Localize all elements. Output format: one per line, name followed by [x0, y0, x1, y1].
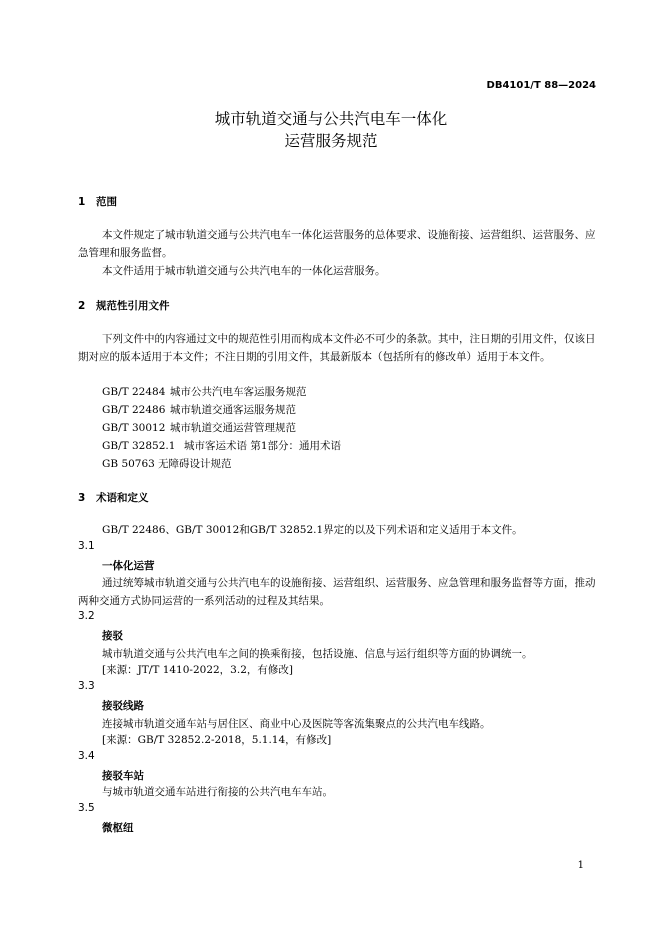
section-1-paragraph-2: 本文件适用于城市轨道交通与公共汽电车的一体化运营服务。: [102, 265, 386, 277]
reference-code: GB/T 22484: [102, 386, 166, 398]
section-2-paragraph-1: 下列文件中的内容通过文中的规范性引用而构成本文件必不可少的条款。其中，注日期的引用文件，仅该日期对应的版本适用于本文件；不注日期的引用文件，其最新版本（包括所有的修改单）适用于本文件。: [78, 333, 596, 363]
section-number: 1: [78, 196, 86, 208]
term-name: 微枢纽: [102, 822, 134, 834]
title-line-1: 城市轨道交通与公共汽电车一体化: [214, 110, 448, 128]
reference-item: [102, 402, 296, 417]
reference-code: GB/T 22486: [102, 404, 166, 416]
document-id: DB4101/T 88—2024: [486, 80, 596, 91]
section-number: 2: [78, 300, 86, 312]
term-definition: 连接城市轨道交通车站与居住区、商业中心及医院等客流集聚点的公共汽电车线路。: [102, 718, 491, 730]
term-definition: 城市轨道交通与公共汽电车之间的换乘衔接，包括设施、信息与运行组织等方面的协调统一。: [102, 648, 533, 660]
term-name: 接驳车站: [102, 770, 144, 782]
term-number: 3.5: [78, 802, 95, 814]
reference-code: GB/T 30012: [102, 422, 166, 434]
term-name: 一体化运营: [102, 560, 155, 572]
section-3-heading: [78, 490, 149, 505]
term-number: 3.3: [78, 680, 95, 692]
reference-code: GB 50763: [102, 458, 155, 470]
reference-title: 无障碍设计规范: [158, 458, 232, 470]
reference-title: 城市轨道交通运营管理规范: [170, 422, 296, 434]
term-name: 接驳: [102, 630, 123, 642]
section-title: 范围: [96, 196, 117, 208]
page-number: 1: [577, 860, 584, 871]
reference-title: 城市轨道交通客运服务规范: [170, 404, 296, 416]
section-title: 规范性引用文件: [96, 300, 170, 312]
reference-code: GB/T 32852.1: [102, 440, 176, 452]
section-1-heading: [78, 194, 117, 209]
reference-title: 城市客运术语 第1部分：通用术语: [184, 440, 342, 452]
reference-item: [102, 384, 307, 399]
reference-item: [102, 438, 341, 453]
reference-item: [102, 420, 296, 435]
reference-title: 城市公共汽电车客运服务规范: [170, 386, 307, 398]
section-1-paragraph-1: 本文件规定了城市轨道交通与公共汽电车一体化运营服务的总体要求、设施衔接、运营组织、运营服务、应急管理和服务监督。: [78, 229, 596, 259]
term-number: 3.2: [78, 610, 95, 622]
term-definition: 与城市轨道交通车站进行衔接的公共汽电车车站。: [102, 786, 333, 798]
term-source: [来源：JT/T 1410-2022，3.2，有修改]: [102, 664, 293, 676]
term-number: 3.4: [78, 750, 95, 762]
section-2-heading: [78, 298, 170, 313]
term-number: 3.1: [78, 540, 95, 552]
title-line-2: 运营服务规范: [284, 132, 378, 150]
section-title: 术语和定义: [96, 492, 149, 504]
term-name: 接驳线路: [102, 700, 144, 712]
term-definition: 通过统筹城市轨道交通与公共汽电车的设施衔接、运营组织、运营服务、应急管理和服务监督等方面，推动两种交通方式协同运营的一系列活动的过程及其结果。: [78, 577, 596, 607]
section-3-intro: GB/T 22486、GB/T 30012和GB/T 32852.1界定的以及下列术语和定义适用于本文件。: [102, 524, 523, 536]
term-source: [来源：GB/T 32852.2-2018，5.1.14，有修改]: [102, 734, 332, 746]
reference-item: [102, 456, 232, 471]
section-number: 3: [78, 492, 86, 504]
